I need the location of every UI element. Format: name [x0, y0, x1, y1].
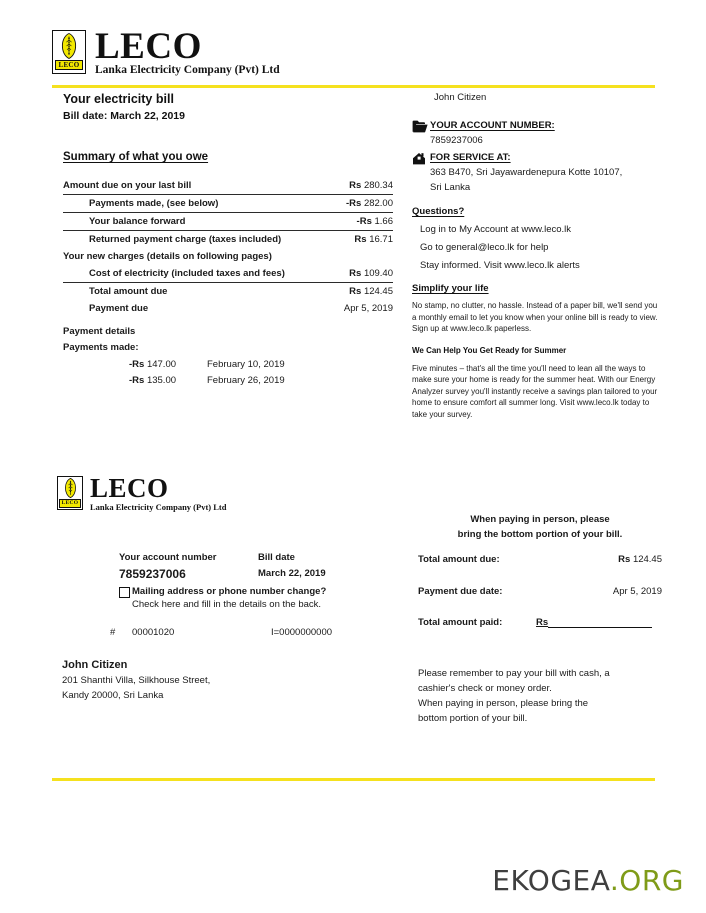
- stub-ref-hash: #: [110, 627, 116, 638]
- summary-row-label: Payments made, (see below): [63, 195, 333, 213]
- payment-made-currency: -Rs: [129, 375, 145, 386]
- summary-table: [63, 177, 393, 317]
- stub-total-due-label: Total amount due:: [418, 554, 500, 565]
- service-address-line2: Sri Lanka: [430, 182, 471, 193]
- address-change-row[interactable]: [119, 586, 399, 610]
- folder-icon: [412, 120, 430, 138]
- payment-made-row: [63, 375, 393, 386]
- summary-row-label: Cost of electricity (included taxes and fees): [89, 268, 285, 279]
- home-icon: [412, 152, 430, 170]
- stub-total-paid-row[interactable]: [418, 617, 662, 628]
- summary-row-label: Returned payment charge (taxes included): [63, 231, 333, 249]
- questions-line: Go to general@leco.lk for help: [420, 242, 549, 253]
- logo-company-tagline: Lanka Electricity Company (Pvt) Ltd: [95, 64, 280, 76]
- stub-customer-name: John Citizen: [62, 659, 128, 671]
- address-change-checkbox[interactable]: [119, 587, 130, 598]
- payment-made-amount: [129, 359, 207, 370]
- company-logo-top: [52, 26, 280, 77]
- questions-heading: Questions?: [412, 206, 465, 217]
- summary-row-amount: [333, 248, 393, 265]
- stub-due-date-row: [418, 586, 662, 597]
- bill-right-column: [412, 92, 662, 420]
- stub-left-column: [110, 552, 399, 638]
- summer-heading: We Can Help You Get Ready for Summer: [412, 345, 567, 355]
- stub-total-due-row: [418, 554, 662, 565]
- summary-row: [63, 265, 393, 283]
- stub-ref-code: I=0000000000: [271, 627, 333, 638]
- summary-row: [63, 248, 393, 265]
- stub-customer-address: [62, 659, 382, 701]
- logo-company-tagline-stub: Lanka Electricity Company (Pvt) Ltd: [90, 502, 227, 512]
- summary-row: [63, 213, 393, 231]
- address-change-line2: Check here and fill in the details on the back.: [132, 599, 322, 610]
- account-number-value: 7859237006: [430, 135, 483, 146]
- stub-total-due-amount: [618, 554, 662, 565]
- remember-line2: cashier's check or money order.: [418, 683, 552, 694]
- stub-due-date-value: Apr 5, 2019: [612, 586, 662, 597]
- stub-account-number-label: Your account number: [119, 552, 217, 563]
- stub-customer-address-line2: Kandy 20000, Sri Lanka: [62, 690, 164, 701]
- stub-account-number-value: 7859237006: [119, 567, 186, 581]
- stub-total-due-currency: Rs: [618, 554, 631, 565]
- leco-logo-badge: LECO: [55, 60, 82, 70]
- summary-row-value: 1.66: [374, 216, 393, 227]
- service-address-label: FOR SERVICE AT:: [430, 152, 511, 163]
- summary-row-currency: -Rs: [356, 216, 372, 227]
- summary-row: [63, 283, 393, 301]
- summary-row-label: Total amount due: [63, 283, 333, 301]
- summary-row-currency: Rs: [354, 234, 367, 245]
- summary-row-label: Amount due on your last bill: [63, 180, 192, 191]
- sri-lanka-island-icon: [61, 33, 77, 59]
- account-number-row: [412, 120, 662, 146]
- remember-line1: Please remember to pay your bill with cash, a: [418, 668, 610, 679]
- payment-made-row: [63, 359, 393, 370]
- payment-made-currency: -Rs: [129, 359, 145, 370]
- summary-row-label: Payment due: [89, 303, 149, 314]
- ekogea-brand-suffix: .ORG: [609, 864, 684, 897]
- summary-row-value: 16.71: [369, 234, 393, 245]
- stub-total-paid-currency: Rs: [536, 617, 549, 628]
- summary-row: [63, 231, 393, 249]
- in-person-note-line2: bring the bottom portion of your bill.: [457, 529, 623, 540]
- service-address-line1: 363 B470, Sri Jayawardenepura Kotte 10107,: [430, 167, 623, 178]
- leco-logo-mark: [52, 30, 86, 74]
- summary-row-value: 109.40: [363, 268, 393, 279]
- leco-logo-badge-stub: LECO: [59, 499, 81, 508]
- payments-made-list: [63, 359, 393, 386]
- address-change-line1: Mailing address or phone number change?: [132, 586, 327, 597]
- footer-divider-rule: [52, 778, 655, 781]
- stub-ref-number: 00001020: [132, 627, 175, 638]
- summary-row-amount: [333, 177, 393, 195]
- header-divider-rule: [52, 85, 655, 88]
- account-number-label: YOUR ACCOUNT NUMBER:: [430, 120, 555, 131]
- stub-total-paid-label: Total amount paid:: [418, 617, 503, 628]
- summary-row-currency: Rs: [349, 180, 362, 191]
- sri-lanka-island-icon-stub: [64, 478, 77, 498]
- service-address-row: [412, 152, 662, 193]
- summary-row-label: Your balance forward: [63, 213, 333, 231]
- payment-made-value: 135.00: [146, 375, 177, 386]
- summary-row-currency: Rs: [349, 286, 362, 297]
- ekogea-watermark: [492, 864, 684, 897]
- stub-reference-row: [110, 627, 399, 638]
- payment-details-heading: Payment details: [63, 326, 136, 337]
- page-title: Your electricity bill: [63, 92, 174, 106]
- summary-row-amount: [333, 300, 393, 317]
- summary-row-value: 280.34: [363, 180, 393, 191]
- company-logo-stub: [57, 473, 227, 512]
- ekogea-brand-primary: EKOGEA: [492, 864, 610, 897]
- remember-line3: When paying in person, please bring the: [418, 698, 589, 709]
- in-person-note-line1: When paying in person, please: [470, 514, 610, 525]
- summer-body: Five minutes – that's all the time you'll need to lean all the ways to make sure your home is ready for the summer heat. With our Energy Analyzer survey you'll instantly receive a savings plan tailored to your home to ensure comfort all summer long. Visit www.leco.lk today to take your survey.: [412, 363, 658, 419]
- summary-row-label: Your new charges (details on following pages): [63, 251, 272, 262]
- logo-wordmark: [95, 26, 280, 77]
- summary-row-value: 282.00: [363, 198, 393, 209]
- summary-row-amount: [333, 283, 393, 301]
- simplify-heading: Simplify your life: [412, 283, 489, 294]
- summary-heading: Summary of what you owe: [63, 151, 209, 163]
- logo-company-name-stub: LECO: [90, 473, 169, 503]
- stub-due-date-label: Payment due date:: [418, 586, 503, 597]
- summary-row-amount: [333, 231, 393, 249]
- payment-remember-note: [418, 668, 662, 724]
- questions-line: Log in to My Account at www.leco.lk: [420, 224, 572, 235]
- payment-made-value: 147.00: [146, 359, 177, 370]
- payments-made-heading: Payments made:: [63, 342, 139, 353]
- summary-table-body: [63, 177, 393, 317]
- summary-row-amount: [333, 195, 393, 213]
- summary-row-value: 124.45: [363, 286, 393, 297]
- leco-logo-mark-stub: [57, 476, 83, 510]
- stub-total-paid-input-line[interactable]: [548, 618, 652, 628]
- remember-line4: bottom portion of your bill.: [418, 713, 528, 724]
- questions-list: [420, 224, 662, 271]
- summary-row-currency: -Rs: [345, 198, 362, 209]
- summary-row-currency: Rs: [349, 268, 362, 279]
- summary-row: [63, 195, 393, 213]
- customer-name-top: John Citizen: [434, 92, 487, 103]
- bill-date-line: Bill date: March 22, 2019: [63, 110, 185, 122]
- payment-made-amount: [129, 375, 207, 386]
- simplify-body: No stamp, no clutter, no hassle. Instead of a paper bill, we'll send you a monthly email to let you know when your online bill is ready to view. Sign up at www.leco.lk paperless.: [412, 301, 658, 333]
- payment-made-date: February 10, 2019: [207, 359, 285, 370]
- summary-row-value: Apr 5, 2019: [343, 303, 393, 314]
- stub-bill-date-label: Bill date: [258, 552, 295, 563]
- summary-row-amount: [333, 265, 393, 283]
- stub-total-due-value: 124.45: [632, 554, 662, 565]
- summary-row: [63, 300, 393, 317]
- stub-right-column: [418, 514, 662, 724]
- logo-company-name: LECO: [95, 26, 202, 67]
- summary-row-amount: [333, 213, 393, 231]
- logo-wordmark-stub: [90, 473, 227, 512]
- summary-row: [63, 177, 393, 195]
- questions-line: Stay informed. Visit www.leco.lk alerts: [420, 260, 580, 271]
- bill-left-column: [63, 92, 393, 386]
- stub-bill-date-value: March 22, 2019: [258, 568, 326, 579]
- payment-made-date: February 26, 2019: [207, 375, 285, 386]
- stub-customer-address-line1: 201 Shanthi Villa, Silkhouse Street,: [62, 675, 211, 686]
